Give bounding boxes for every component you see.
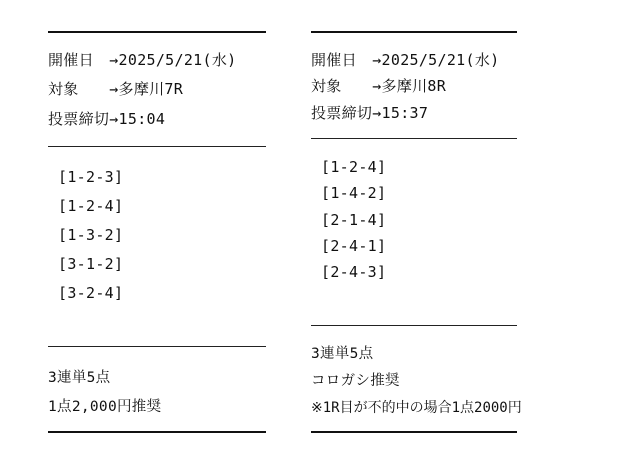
right-ticket-4: [2-4-1] [321,237,387,255]
right-ticket-3: [2-1-4] [321,211,387,229]
left-target-line: 対象 →多摩川7R [48,80,184,98]
left-ticket-3: [1-3-2] [58,226,124,244]
right-date-line: 開催日 →2025/5/21(水) [311,51,500,69]
left-header-rule [48,146,266,147]
left-ticket-5: [3-2-4] [58,284,124,302]
right-bottom-rule [311,431,517,433]
left-ticket-2: [1-2-4] [58,197,124,215]
left-date-line: 開催日 →2025/5/21(水) [48,51,237,69]
left-bet-type: 3連単5点 [48,370,111,386]
left-tickets-rule [48,346,266,347]
right-top-rule [311,31,517,33]
left-ticket-1: [1-2-3] [58,168,124,186]
right-tickets-rule [311,325,517,326]
right-ticket-5: [2-4-3] [321,263,387,281]
right-strategy: コロガシ推奨 [311,373,400,389]
left-top-rule [48,31,266,33]
left-ticket-4: [3-1-2] [58,255,124,273]
left-bottom-rule [48,431,266,433]
left-deadline-line: 投票締切→15:04 [48,110,166,128]
right-note: ※1R目が不的中の場合1点2000円 [311,400,522,416]
right-target-line: 対象 →多摩川8R [311,77,447,95]
right-header-rule [311,138,517,139]
left-per-point: 1点2,000円推奨 [48,399,162,415]
right-ticket-2: [1-4-2] [321,184,387,202]
right-bet-type: 3連単5点 [311,346,374,362]
right-deadline-line: 投票締切→15:37 [311,104,429,122]
right-ticket-1: [1-2-4] [321,158,387,176]
